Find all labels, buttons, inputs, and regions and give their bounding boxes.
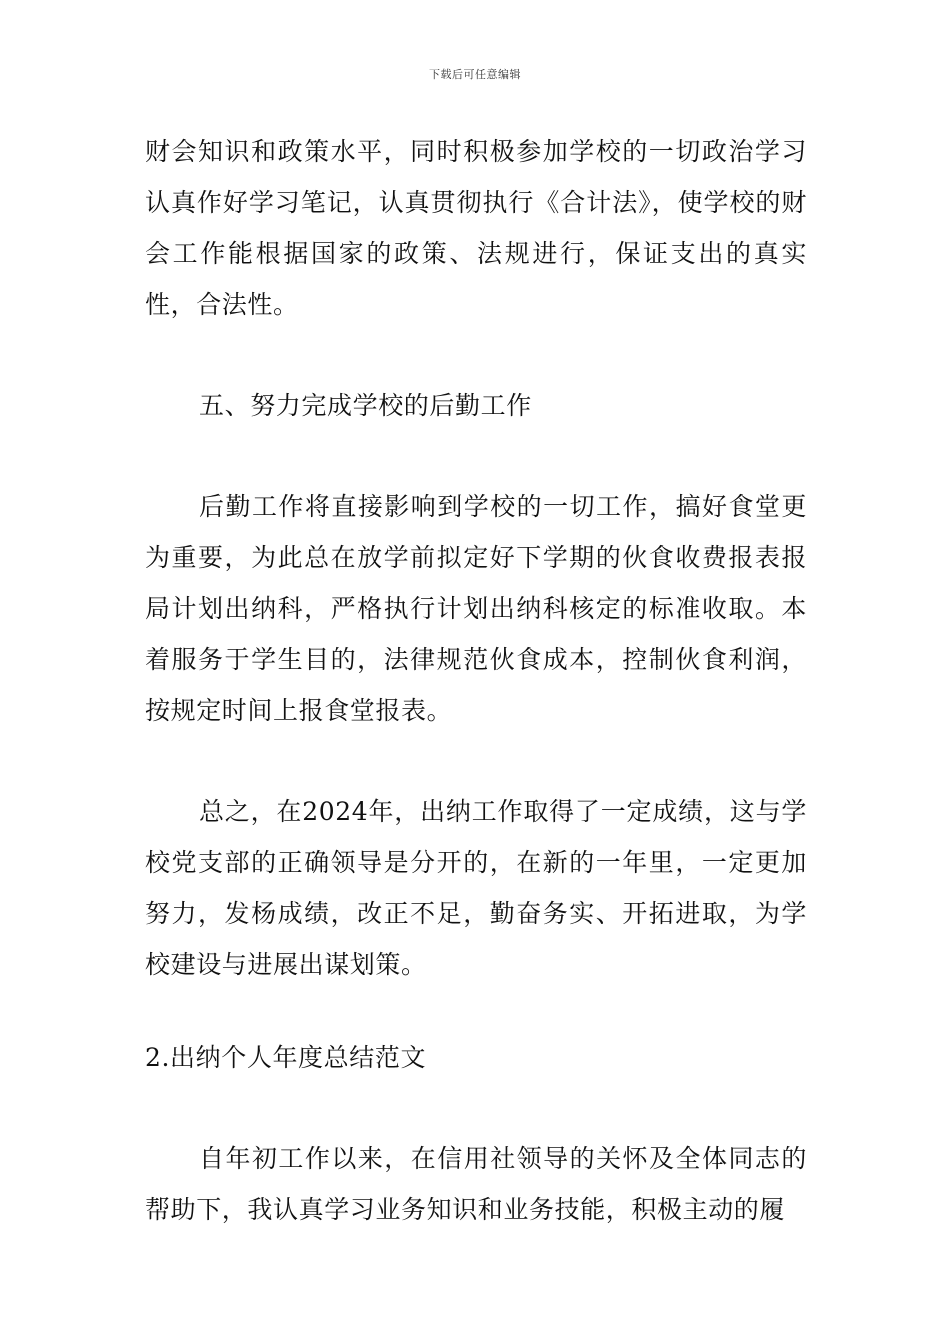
paragraph-finance-knowledge: 财会知识和政策水平，同时积极参加学校的一切政治学习认真作好学习笔记，认真贯彻执行《合计法》，使学校的财会工作能根据国家的政策、法规进行，保证支出的真实性，合法性。: [145, 137, 807, 319]
paragraph-cashier-intro: 自年初工作以来，在信用社领导的关怀及全体同志的帮助下，我认真学习业务知识和业务技能，积极主动的履: [145, 1144, 807, 1224]
header-note: 下载后可任意编辑: [429, 68, 521, 81]
document-body: [145, 126, 807, 1235]
section-heading-cashier-summary: 2.出纳个人年度总结范文: [145, 1043, 427, 1072]
paragraph-summary: 总之，在2024年，出纳工作取得了一定成绩，这与学校党支部的正确领导是分开的，在新的一年里，一定更加努力，发杨成绩，改正不足，勤奋务实、开拓进取，为学校建设与进展出谋划策。: [145, 797, 807, 979]
section-heading-logistics: 五、努力完成学校的后勤工作: [199, 391, 532, 420]
paragraph-logistics-work: 后勤工作将直接影响到学校的一切工作，搞好食堂更为重要，为此总在放学前拟定好下学期的伙食收费报表报局计划出纳科，严格执行计划出纳科核定的标准收取。本着服务于学生目的，法律规范伙食成本，控制伙食利润，按规定时间上报食堂报表。: [145, 492, 807, 725]
